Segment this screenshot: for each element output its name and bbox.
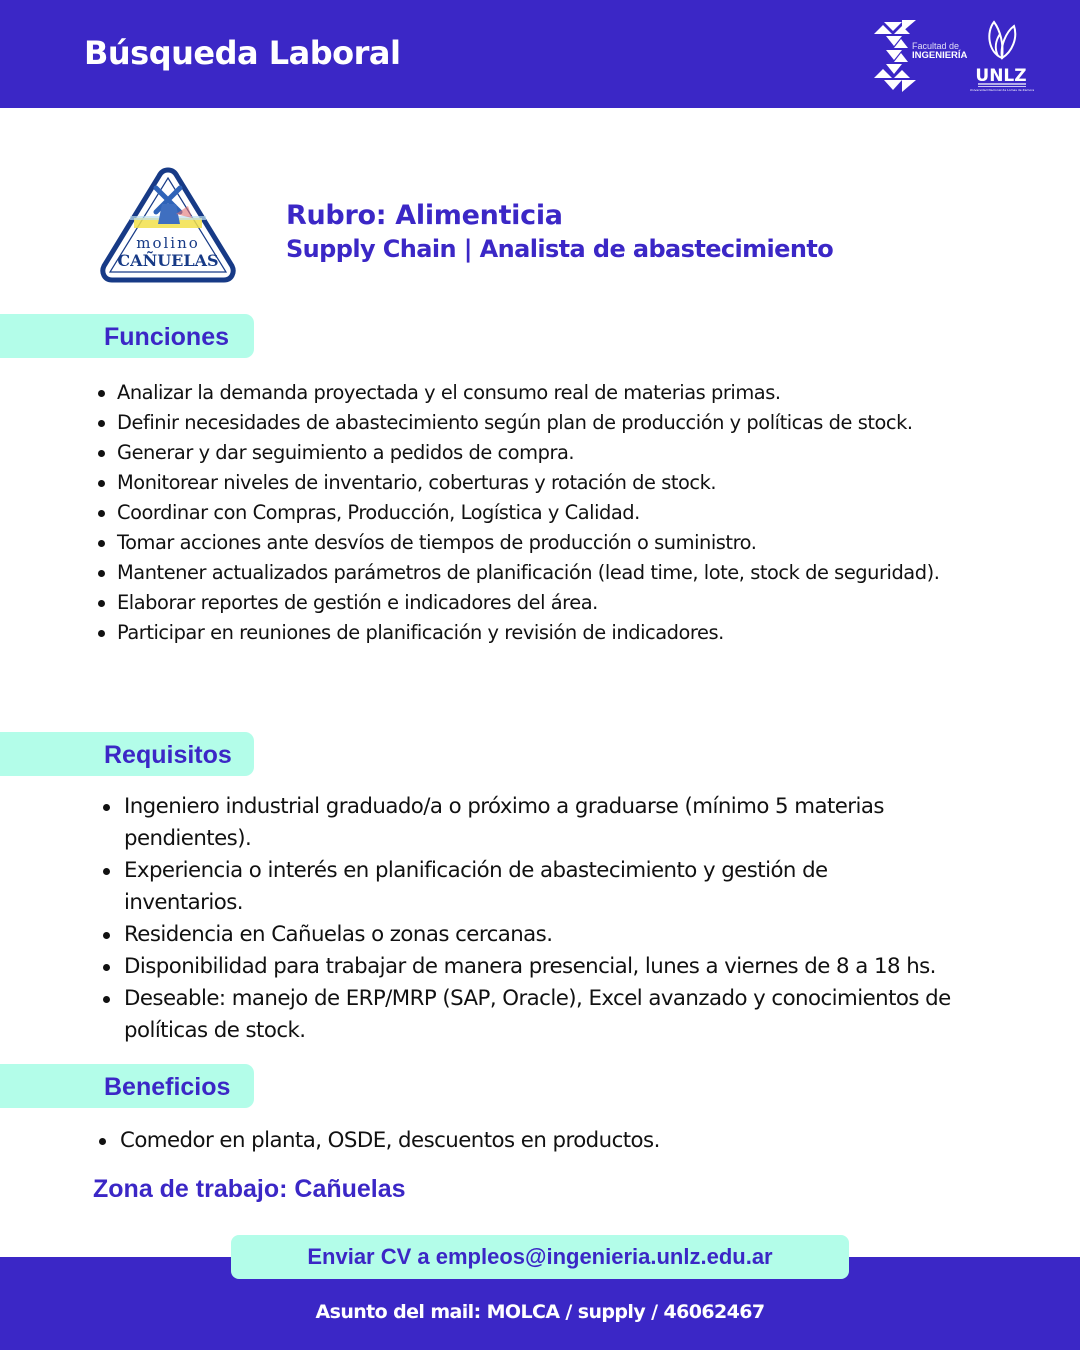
requisitos-list: [124, 791, 1024, 1047]
section-title-requisitos: Requisitos: [104, 741, 232, 769]
work-zone: Zona de trabajo: Cañuelas: [93, 1175, 406, 1203]
list-item: Participar en reuniones de planificación y revisión de indicadores.: [117, 618, 957, 648]
company-logo-line2: CAÑUELAS: [117, 251, 219, 270]
section-header-beneficios: [0, 1064, 254, 1108]
section-title-funciones: Funciones: [104, 323, 230, 351]
list-item: Mantener actualizados parámetros de planificación (lead time, lote, stock de seguridad).: [117, 558, 957, 588]
unlz-logo-icon: [966, 18, 1036, 94]
list-item: Experiencia o interés en planificación de abastecimiento y gestión de inventarios.: [124, 855, 924, 919]
section-title-beneficios: Beneficios: [104, 1073, 231, 1101]
page-title: Búsqueda Laboral: [84, 34, 401, 72]
unlz-logo-subtitle: Universidad Nacional de Lomas de Zamora: [969, 88, 1035, 92]
list-item: Generar y dar seguimiento a pedidos de compra.: [117, 438, 957, 468]
list-item: Coordinar con Compras, Producción, Logística y Calidad.: [117, 498, 957, 528]
facultad-ingenieria-text: Facultad de INGENIERÍA: [912, 41, 968, 61]
section-header-requisitos: [0, 732, 254, 776]
send-cv-email-link[interactable]: Enviar CV a empleos@ingenieria.unlz.edu.ar: [231, 1235, 849, 1279]
molino-canuelas-logo-icon: [100, 166, 236, 284]
company-logo-line1: molino: [136, 234, 200, 252]
job-headline: [286, 198, 833, 264]
beneficios-list: [120, 1125, 880, 1157]
list-item: Tomar acciones ante desvíos de tiempos de producción o suministro.: [117, 528, 957, 558]
unlz-logo-text: UNLZ: [975, 66, 1027, 86]
job-sector: Rubro: Alimenticia: [286, 200, 563, 231]
list-item: Ingeniero industrial graduado/a o próximo a graduarse (mínimo 5 materias pendientes).: [124, 791, 984, 855]
list-item: Comedor en planta, OSDE, descuentos en productos.: [120, 1125, 880, 1157]
list-item: Analizar la demanda proyectada y el consumo real de materias primas.: [117, 378, 957, 408]
email-subject: Asunto del mail: MOLCA / supply / 46062467: [315, 1301, 765, 1323]
list-item: Disponibilidad para trabajar de manera presencial, lunes a viernes de 8 a 18 hs.: [124, 951, 1024, 983]
list-item: Definir necesidades de abastecimiento según plan de producción y políticas de stock.: [117, 408, 957, 438]
job-position: Supply Chain | Analista de abastecimiento: [286, 235, 834, 263]
list-item: Monitorear niveles de inventario, coberturas y rotación de stock.: [117, 468, 957, 498]
funciones-list: [117, 378, 957, 648]
list-item: Deseable: manejo de ERP/MRP (SAP, Oracle), Excel avanzado y conocimientos de políticas de stock.: [124, 983, 1004, 1047]
header-banner: [0, 0, 1080, 108]
list-item: Elaborar reportes de gestión e indicadores del área.: [117, 588, 957, 618]
section-header-funciones: [0, 314, 254, 358]
list-item: Residencia en Cañuelas o zonas cercanas.: [124, 919, 1024, 951]
